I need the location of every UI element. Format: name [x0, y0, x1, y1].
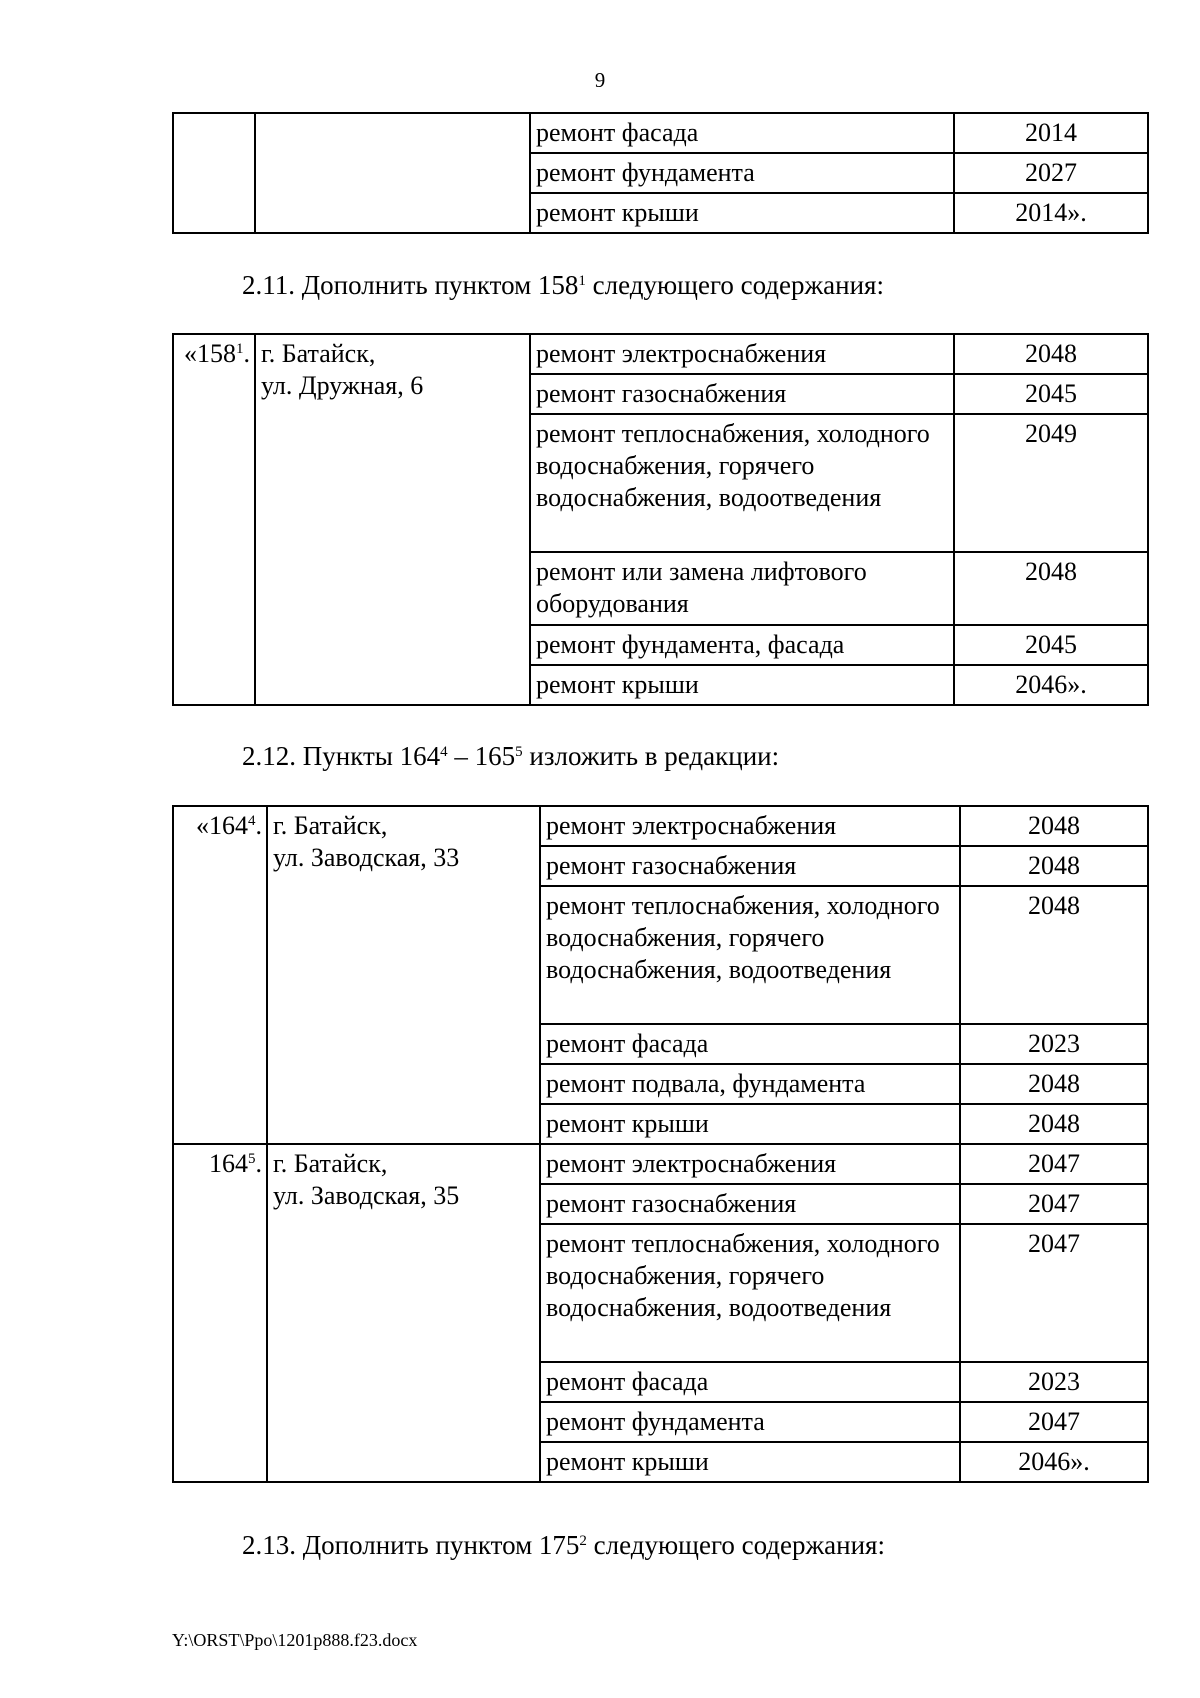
address-cell: г. Батайск, ул. Заводская, 33 [267, 806, 540, 1144]
year-cell: 2046». [954, 665, 1148, 705]
paragraph-2-12: 2.12. Пункты $164^4 - 165^5$ изложить в редакции: [242, 741, 780, 771]
address-cell: г. Батайск, ул. Дружная, 6 [255, 334, 530, 705]
work-cell: ремонт подвала, фундамента [540, 1064, 960, 1104]
year-cell: 2023 [960, 1362, 1148, 1402]
work-cell: ремонт фундамента [540, 1402, 960, 1442]
paragraph-2-11: 2.11. Дополнить пунктом $158^1$ следующего содержания: [242, 270, 884, 300]
year-cell: 2048 [960, 846, 1148, 886]
page-number: 9 [594, 68, 606, 92]
work-cell: ремонт газоснабжения [540, 846, 960, 886]
work-cell: ремонт электроснабжения [530, 334, 954, 374]
year-cell: 2049 [954, 414, 1148, 552]
address-cell [255, 113, 530, 233]
work-cell: ремонт фасада [540, 1024, 960, 1064]
year-cell: 2014». [954, 193, 1148, 233]
year-cell: 2014 [954, 113, 1148, 153]
table-items-164 [172, 805, 1149, 1483]
work-cell: ремонт теплоснабжения, холодного водоснабжения, горячего водоснабжения, водоотведения [540, 886, 960, 1024]
address-cell: г. Батайск, ул. Заводская, 35 [267, 1144, 540, 1482]
work-cell: ремонт фундамента, фасада [530, 625, 954, 665]
table-row [173, 334, 1148, 374]
work-cell: ремонт электроснабжения [540, 1144, 960, 1184]
table-row [173, 806, 1148, 846]
year-cell: 2047 [960, 1224, 1148, 1362]
work-cell: ремонт электроснабжения [540, 806, 960, 846]
table-row [173, 113, 1148, 153]
work-cell: ремонт крыши [540, 1442, 960, 1482]
work-cell: ремонт газоснабжения [530, 374, 954, 414]
item-number-cell: «$158^1$. [173, 334, 255, 705]
year-cell: 2047 [960, 1184, 1148, 1224]
year-cell: 2047 [960, 1402, 1148, 1442]
work-cell: ремонт фундамента [530, 153, 954, 193]
year-cell: 2048 [954, 552, 1148, 625]
year-cell: 2023 [960, 1024, 1148, 1064]
year-cell: 2045 [954, 374, 1148, 414]
year-cell: 2046». [960, 1442, 1148, 1482]
work-cell: ремонт или замена лифтового оборудования [530, 552, 954, 625]
table-continuation [172, 112, 1149, 234]
paragraph-2-13: 2.13. Дополнить пунктом $175^2$ следующего содержания: [242, 1530, 885, 1560]
work-cell: ремонт газоснабжения [540, 1184, 960, 1224]
year-cell: 2048 [960, 1104, 1148, 1144]
table-row [173, 1144, 1148, 1184]
work-cell: ремонт фасада [530, 113, 954, 153]
year-cell: 2027 [954, 153, 1148, 193]
number-cell [173, 113, 255, 233]
year-cell: 2047 [960, 1144, 1148, 1184]
table-item-158-1 [172, 333, 1149, 706]
work-cell: ремонт крыши [540, 1104, 960, 1144]
item-number-cell: «$164^4$. [173, 806, 267, 1144]
year-cell: 2048 [954, 334, 1148, 374]
work-cell: ремонт теплоснабжения, холодного водоснабжения, горячего водоснабжения, водоотведения [530, 414, 954, 552]
item-number-cell: $164^5$. [173, 1144, 267, 1482]
year-cell: 2045 [954, 625, 1148, 665]
footer-file-path: Y:\ORST\Ppo\1201p888.f23.docx [172, 1630, 418, 1650]
year-cell: 2048 [960, 886, 1148, 1024]
work-cell: ремонт теплоснабжения, холодного водоснабжения, горячего водоснабжения, водоотведения [540, 1224, 960, 1362]
work-cell: ремонт крыши [530, 665, 954, 705]
work-cell: ремонт фасада [540, 1362, 960, 1402]
year-cell: 2048 [960, 806, 1148, 846]
work-cell: ремонт крыши [530, 193, 954, 233]
year-cell: 2048 [960, 1064, 1148, 1104]
